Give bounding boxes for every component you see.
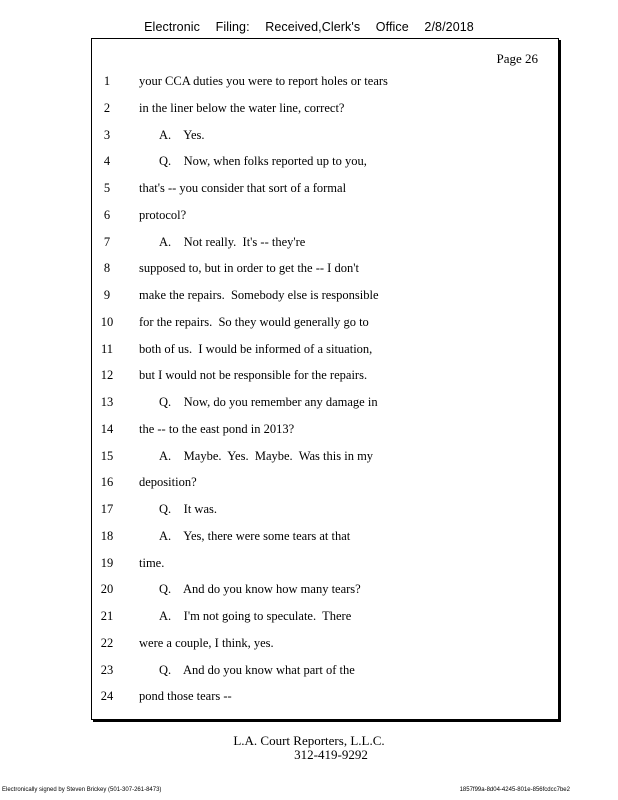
line-text: Q. And do you know how many tears? bbox=[159, 582, 361, 597]
transcript-line bbox=[92, 526, 558, 546]
electronic-signature: Electronically signed by Steven Brickey (501-307-261-8473) bbox=[2, 787, 162, 793]
line-text: A. I'm not going to speculate. There bbox=[159, 609, 352, 623]
transcript-line bbox=[92, 446, 558, 466]
line-number: 24 bbox=[100, 689, 114, 704]
line-number: 12 bbox=[100, 368, 114, 383]
transcript-line bbox=[92, 419, 558, 439]
line-text: Q. It was. bbox=[159, 502, 217, 516]
line-number: 7 bbox=[103, 234, 111, 249]
line-text: A. Yes, there were some tears at that bbox=[159, 528, 351, 543]
line-text: supposed to, but in order to get the -- I don't bbox=[139, 261, 359, 276]
line-number: 22 bbox=[100, 635, 114, 650]
line-number: 17 bbox=[100, 502, 114, 516]
line-text: the -- to the east pond in 2013? bbox=[139, 421, 295, 436]
line-text: your CCA duties you were to report holes or tears bbox=[139, 74, 388, 88]
page-number: Page 26 bbox=[496, 51, 538, 66]
line-text: time. bbox=[139, 555, 165, 570]
transcript-line bbox=[92, 633, 558, 653]
line-number: 5 bbox=[103, 181, 111, 195]
line-number: 9 bbox=[103, 288, 111, 302]
line-number: 8 bbox=[103, 261, 111, 276]
transcript-line bbox=[92, 232, 558, 252]
line-number: 11 bbox=[100, 341, 114, 356]
transcript-line bbox=[92, 178, 558, 198]
document-hash: 1857f99a-8d04-4245-801e-856fcdcc7be2 bbox=[459, 787, 570, 793]
filing-stamp bbox=[0, 20, 618, 34]
transcript-line bbox=[92, 472, 558, 492]
line-text: A. Maybe. Yes. Maybe. Was this in my bbox=[159, 448, 374, 463]
line-number: 15 bbox=[100, 448, 114, 463]
line-text: Q. And do you know what part of the bbox=[159, 662, 355, 677]
transcript-line bbox=[92, 98, 558, 118]
line-number: 21 bbox=[100, 609, 114, 623]
line-text: both of us. I would be informed of a situation, bbox=[139, 341, 373, 356]
reporter-company: L.A. Court Reporters, L.L.C. bbox=[233, 733, 385, 748]
line-text: A. Yes. bbox=[159, 127, 205, 142]
line-text: pond those tears -- bbox=[139, 689, 232, 704]
line-text: Q. Now, when folks reported up to you, bbox=[159, 154, 367, 169]
filing-date: 2/8/2018 bbox=[424, 20, 474, 34]
transcript-page bbox=[91, 38, 559, 720]
line-number: 13 bbox=[100, 395, 114, 409]
line-text: but I would not be responsible for the repairs. bbox=[139, 368, 368, 383]
line-text: in the liner below the water line, correct? bbox=[139, 100, 345, 115]
transcript-line bbox=[92, 499, 558, 519]
line-number: 10 bbox=[100, 314, 114, 329]
filing-received: Received,Clerk's bbox=[265, 20, 361, 34]
transcript-line bbox=[92, 553, 558, 573]
line-number: 2 bbox=[103, 100, 111, 115]
line-text: were a couple, I think, yes. bbox=[139, 635, 274, 650]
filing-label: Filing: bbox=[215, 20, 250, 34]
line-text: protocol? bbox=[139, 207, 187, 222]
line-number: 16 bbox=[100, 475, 114, 490]
filing-office: Office bbox=[375, 20, 409, 34]
line-number: 3 bbox=[103, 127, 111, 142]
transcript-line bbox=[92, 392, 558, 412]
line-number: 20 bbox=[100, 582, 114, 597]
transcript-line bbox=[92, 205, 558, 225]
transcript-line bbox=[92, 606, 558, 626]
line-number: 19 bbox=[100, 555, 114, 570]
line-number: 18 bbox=[100, 528, 114, 543]
transcript-line bbox=[92, 686, 558, 706]
transcript-line bbox=[92, 151, 558, 171]
line-text: deposition? bbox=[139, 475, 197, 490]
line-number: 4 bbox=[103, 154, 111, 169]
filing-electronic: Electronic bbox=[144, 20, 201, 34]
transcript-line bbox=[92, 258, 558, 278]
line-text: A. Not really. It's -- they're bbox=[159, 234, 306, 249]
line-number: 6 bbox=[103, 207, 111, 222]
transcript-line bbox=[92, 285, 558, 305]
line-text: that's -- you consider that sort of a formal bbox=[139, 181, 347, 195]
line-number: 23 bbox=[100, 662, 114, 677]
line-text: for the repairs. So they would generally go to bbox=[139, 314, 369, 329]
transcript-line bbox=[92, 660, 558, 680]
transcript-line bbox=[92, 71, 558, 91]
transcript-line bbox=[92, 579, 558, 599]
line-number: 14 bbox=[100, 421, 114, 436]
transcript-line bbox=[92, 365, 558, 385]
line-text: make the repairs. Somebody else is responsible bbox=[139, 288, 379, 302]
transcript-line bbox=[92, 312, 558, 332]
reporter-phone: 312-419-9292 bbox=[294, 747, 368, 762]
line-text: Q. Now, do you remember any damage in bbox=[159, 395, 378, 409]
line-number: 1 bbox=[103, 74, 111, 88]
transcript-line bbox=[92, 125, 558, 145]
transcript-line bbox=[92, 339, 558, 359]
